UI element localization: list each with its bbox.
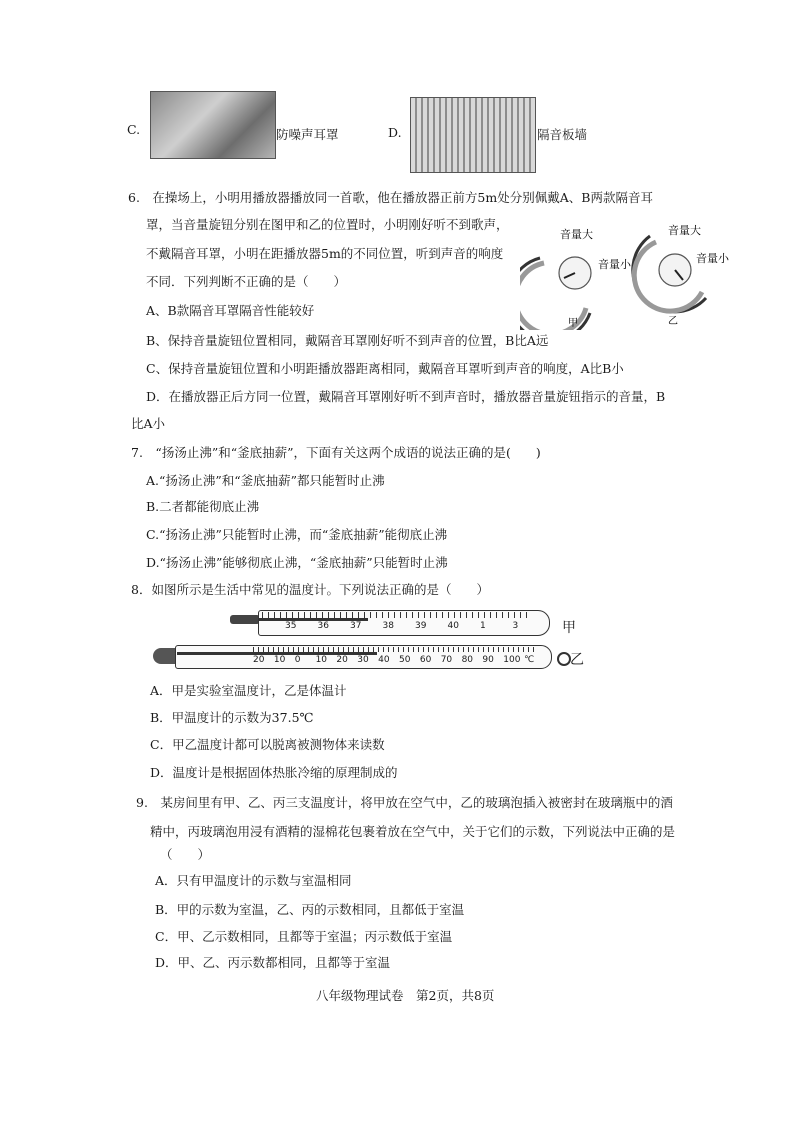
thermometer-jia-tick-label: 40 xyxy=(447,621,459,631)
q8-option-d: D．温度计是根据固体热胀冷缩的原理制成的 xyxy=(150,765,398,780)
thermometer-jia-tick-label: 3 xyxy=(512,621,519,631)
thermometer-jia-scale xyxy=(262,612,532,618)
q6-option-d-line1: D．在播放器正后方同一位置，戴隔音耳罩刚好听不到声音时，播放器音量旋钮指示的音量，B xyxy=(146,389,666,404)
q8-option-c: C．甲乙温度计都可以脱离被测物体来读数 xyxy=(150,737,385,752)
knob-yi-label: 乙 xyxy=(668,316,678,327)
knob-yi xyxy=(633,236,706,312)
noise-earmuff-photo xyxy=(150,91,276,159)
q9-option-d: D．甲、乙、丙示数都相同，且都等于室温 xyxy=(155,955,391,970)
thermometer-jia-tick-label: 35 xyxy=(285,621,297,631)
q7-option-c: C.“扬汤止沸”只能暂时止沸，而“釜底抽薪”能彻底止沸 xyxy=(146,527,448,542)
q5-option-d-letter: D. xyxy=(388,125,402,140)
q6-option-b: B、保持音量旋钮位置相同，戴隔音耳罩刚好听不到声音的位置，B比A远 xyxy=(146,333,549,348)
q6-stem-line2: 罩，当音量旋钮分别在图甲和乙的位置时，小明刚好听不到歌声， xyxy=(146,217,509,232)
thermometer-yi-tick-label: 20 xyxy=(336,655,348,665)
page-footer: 八年级物理试卷 第2页，共8页 xyxy=(316,988,495,1003)
q6-stem-line3: 不戴隔音耳罩，小明在距播放器5m的不同位置，听到声音的响度 xyxy=(146,246,504,261)
thermometer-jia-tick-label: 1 xyxy=(480,621,486,631)
thermometer-yi-tick-label: 10 xyxy=(315,655,328,665)
thermometer-yi-tick-labels xyxy=(253,655,545,667)
knob-jia xyxy=(520,257,591,330)
q8-stem: 8．如图所示是生活中常见的温度计。下列说法正确的是（ ） xyxy=(131,582,489,597)
thermometer-jia xyxy=(230,607,552,637)
knob-jia-big-label: 音量大 xyxy=(560,228,593,241)
thermometer-yi-tick-label: 100 xyxy=(503,655,521,665)
q8-option-a: A．甲是实验室温度计，乙是体温计 xyxy=(150,683,347,698)
thermometer-yi-tick-label: ℃ xyxy=(524,655,535,665)
q6-option-d-line2: 比A小 xyxy=(131,416,166,431)
knob-jia-small-label: 音量小 xyxy=(598,258,631,271)
thermometer-yi-tick-label: 40 xyxy=(378,655,390,665)
thermometer-yi-tick-label: 0 xyxy=(294,655,301,665)
knob-jia-label: 甲 xyxy=(568,318,578,329)
thermometer-yi-tick-label: 10 xyxy=(273,655,286,665)
thermometer-yi-tick-label: 60 xyxy=(419,655,432,665)
q9-stem-line3: （ ） xyxy=(160,847,211,862)
q9-stem-line1: 9. 某房间里有甲、乙、丙三支温度计，将甲放在空气中，乙的玻璃泡插入被密封在玻璃瓶中的酒 xyxy=(136,795,673,810)
q8-option-b: B．甲温度计的示数为37.5℃ xyxy=(150,710,314,725)
q7-stem: 7. “扬汤止沸”和“釜底抽薪”，下面有关这两个成语的说法正确的是( ) xyxy=(131,445,541,460)
thermometer-yi-ring-icon xyxy=(557,652,571,666)
thermometer-jia-label: 甲 xyxy=(562,620,576,636)
thermometer-yi-scale xyxy=(253,647,538,652)
q6-option-a: A、B款隔音耳罩隔音性能较好 xyxy=(146,303,315,318)
thermometer-yi-tick-label: 70 xyxy=(440,655,453,665)
thermometer-yi xyxy=(153,643,553,671)
sound-barrier-wall-photo xyxy=(410,97,536,173)
knob-yi-small-label: 音量小 xyxy=(696,252,729,265)
thermometer-yi-tick-label: 90 xyxy=(482,655,494,665)
thermometer-jia-tick-label: 37 xyxy=(350,621,362,631)
q9-option-a: A．只有甲温度计的示数与室温相同 xyxy=(155,873,352,888)
q5-option-d-caption: 隔音板墙 xyxy=(537,127,588,142)
q9-stem-line2: 精中，丙玻璃泡用浸有酒精的湿棉花包裹着放在空气中，关于它们的示数，下列说法中正确的是 xyxy=(150,824,676,839)
thermometer-yi-tick-label: 80 xyxy=(461,655,474,665)
knob-yi-big-label: 音量大 xyxy=(668,224,701,237)
thermometer-yi-tick-label: 20 xyxy=(253,655,265,665)
volume-knob-figure xyxy=(520,218,730,330)
thermometer-yi-label: 乙 xyxy=(570,652,584,668)
q5-option-c-caption: 防噪声耳罩 xyxy=(276,127,339,142)
thermometer-yi-tick-label: 30 xyxy=(357,655,369,665)
q6-stem-line1: 6. 在操场上，小明用播放器播放同一首歌，他在播放器正前方5m处分别佩戴A、B两款隔音耳 xyxy=(128,190,653,205)
q9-option-b: B．甲的示数为室温，乙、丙的示数相同，且都低于室温 xyxy=(155,902,465,917)
thermometer-jia-tick-label: 39 xyxy=(415,621,427,631)
thermometer-jia-tick-label: 36 xyxy=(317,621,329,631)
q7-option-a: A.“扬汤止沸”和“釜底抽薪”都只能暂时止沸 xyxy=(146,473,385,488)
thermometer-jia-tick-labels xyxy=(285,621,545,633)
q5-option-c-letter: C. xyxy=(127,122,141,137)
q7-option-b: B.二者都能彻底止沸 xyxy=(146,499,260,514)
thermometer-jia-tick-label: 38 xyxy=(382,621,394,631)
thermometer-jia-bulb xyxy=(230,615,260,624)
q6-stem-line4: 不同．下列判断不正确的是（ ） xyxy=(146,274,347,289)
q7-option-d: D.“扬汤止沸”能够彻底止沸，“釜底抽薪”只能暂时止沸 xyxy=(146,555,448,570)
q9-option-c: C．甲、乙示数相同，且都等于室温；丙示数低于室温 xyxy=(155,929,453,944)
q6-option-c: C、保持音量旋钮位置和小明距播放器距离相同，戴隔音耳罩听到声音的响度，A比B小 xyxy=(146,361,624,376)
thermometer-yi-tick-label: 50 xyxy=(399,655,411,665)
